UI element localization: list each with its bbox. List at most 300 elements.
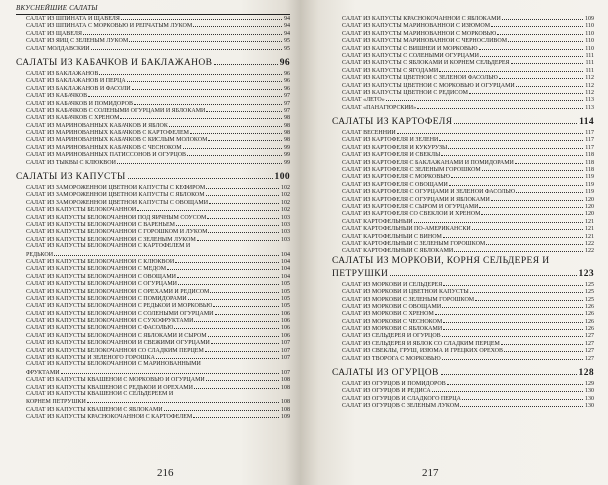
entry-title: САЛАТ ИЗ КАПУСТЫ КВАШЕНОЙ С РЕДЬКОЙ И ОРЕХАМИ [26, 384, 193, 391]
entry-page-number: 120 [585, 196, 594, 203]
entry-page-number: 107 [281, 347, 290, 354]
toc-entry [16, 288, 290, 295]
entry-page-number: 110 [585, 38, 594, 45]
toc-entry [332, 151, 594, 158]
entry-title: САЛАТ ИЗ КАПУСТЫ БЕЛОКОЧАННОЙ С ЯБЛОКАМИ И СЫРОМ [26, 332, 207, 339]
toc-entry [332, 332, 594, 339]
toc-entry [16, 114, 290, 121]
toc-entry [16, 214, 290, 221]
dot-leader [207, 214, 279, 219]
toc-entry [332, 296, 594, 303]
dot-leader [499, 74, 583, 79]
dot-leader [442, 303, 583, 308]
dot-leader [87, 398, 279, 403]
dot-leader [501, 340, 583, 345]
toc-entry [16, 228, 290, 235]
dot-leader [210, 288, 279, 293]
entry-title: САЛАТ «ЛЕТО» [342, 97, 385, 104]
dot-leader [205, 347, 279, 352]
entry-page-number: 98 [284, 115, 290, 122]
entry-page-number: 117 [585, 144, 594, 151]
entry-title: САЛАТ ИЗ КАПУСТЫ БЕЛОКОЧАННОЙ С ОРЕХАМИ И РЕДИСОМ [26, 288, 210, 295]
entry-title: САЛАТ ИЗ КАПУСТЫ БЕЛОКОЧАННОЙ С СОЛЕНЫМИ ОГУРЦАМИ [26, 310, 214, 317]
running-head: ВКУСНЕЙШИЕ САЛАТЫ [16, 4, 290, 15]
entry-page-number: 108 [281, 406, 290, 413]
entry-page-number: 127 [585, 348, 594, 355]
dot-leader [454, 247, 583, 252]
entry-title: САЛАТ ИЗ КАПУСТЫ БЕЛОКОЧАННОЙ [26, 207, 137, 214]
entry-title: САЛАТ ИЗ КАБАЧКОВ С СОЛЕНЫМИ ОГУРЦАМИ И ЯБЛОКАМИ [26, 107, 206, 114]
toc-entry [16, 384, 290, 391]
entry-title: САЛАТ ИЗ КАБАЧКОВ И ПОМИДОРОВ [26, 100, 133, 107]
toc-entry [332, 355, 594, 362]
entry-title: САЛАТ ИЗ КАРТОФЕЛЯ С ЗЕЛЕНЫМ ГОРОШКОМ [342, 167, 481, 174]
entry-title: САЛАТ ИЗ КАПУСТЫ С ВИШНЕЙ И МОРКОВЬЮ [342, 45, 478, 52]
toc-entry [332, 144, 594, 151]
entry-title: САЛАТ ИЗ СВЕКЛЫ, ГРУШ, ИЗЮМА И ГРЕЦКИХ ОРЕХОВ [342, 348, 504, 355]
dot-leader [442, 355, 583, 360]
toc-entry [332, 325, 594, 332]
entry-title: САЛАТ ИЗ СЕЛЬДЕРЕЯ И ЯБЛОК СО СЛАДКИМ ПЕРЦЕМ [342, 340, 500, 347]
entry-title: САЛАТ ИЗ КАПУСТЫ БЕЛОКОЧАННОЙ С ФАСОЛЬЮ [26, 325, 174, 332]
dot-leader [435, 310, 583, 315]
dot-leader [491, 22, 583, 27]
toc-entry [16, 22, 290, 29]
toc-entry [16, 37, 290, 44]
entry-title: САЛАТ ИЗ КАПУСТЫ С ЯБЛОКАМИ И КОРНЕМ СЕЛЬДЕРЕЯ [342, 60, 510, 67]
toc-entry [332, 210, 594, 217]
toc-entry [332, 104, 594, 111]
dot-leader [443, 233, 583, 238]
entry-title: САЛАТ ИЗ МОРКОВИ С ЯБЛОКАМИ [342, 326, 443, 333]
toc-entry [332, 318, 594, 325]
entry-title: САЛАТ ИЗ МАРИНОВАННЫХ ПАТИССОНОВ И ОГУРЦОВ [26, 152, 187, 159]
dot-leader [134, 100, 282, 105]
entry-page-number: 96 [279, 57, 290, 68]
entry-page-number: 103 [281, 236, 290, 243]
entry-page-number: 126 [585, 311, 594, 318]
toc-entry [16, 413, 290, 420]
entry-title: ПЕТРУШКИ [332, 268, 389, 279]
toc-entry [332, 15, 594, 22]
toc-entry [16, 151, 290, 158]
toc-entry [332, 166, 594, 173]
dot-leader [516, 82, 583, 87]
entry-page-number: 106 [281, 325, 290, 332]
left-page [0, 0, 300, 485]
dot-leader [91, 45, 282, 50]
entry-page-number: 96 [284, 85, 290, 92]
toc-entry [16, 77, 290, 84]
entry-title: САЛАТ ИЗ КАРТОФЕЛЯ С ОГУРЦАМИ И ЗЕЛЕНОЙ ФАСОЛЬЮ [342, 189, 516, 196]
toc-entry [16, 398, 290, 405]
entry-page-number: 110 [585, 45, 594, 52]
entry-page-number: 109 [585, 16, 594, 22]
entry-title: САЛАТ ИЗ КАПУСТЫ БЕЛОКОЧАННОЙ С ВАРЕНЬЕМ [26, 221, 176, 228]
toc-entry [16, 317, 290, 324]
entry-page-number: 104 [281, 251, 290, 258]
entry-page-number: 118 [585, 167, 594, 174]
entry-page-number: 97 [284, 100, 290, 107]
dot-leader [137, 206, 279, 211]
toc-entry [16, 129, 290, 136]
entry-page-number: 114 [579, 117, 594, 128]
dot-leader [451, 173, 583, 178]
entry-title: ФРУКТАМИ [26, 369, 60, 376]
dot-leader [479, 45, 584, 50]
toc-entry [16, 30, 290, 37]
dot-leader [129, 37, 282, 42]
entry-title: САЛАТ ИЗ ЯИЦ С ЗЕЛЕНЫМ ЛУКОМ [26, 38, 129, 45]
entry-page-number: 98 [284, 137, 290, 144]
entry-title: САЛАТ ИЗ ШПИНАТА С МОРКОВЬЮ И РЕПЧАТЫМ ЛУКОМ [26, 23, 193, 30]
entry-title: САЛАТ МОЛДАВСКИЙ [26, 45, 90, 52]
toc-entry [16, 85, 290, 92]
table-of-contents-left [16, 15, 290, 421]
dot-leader [54, 251, 279, 256]
entry-title: САЛАТ ИЗ КАПУСТЫ БЕЛОКОЧАННОЙ С ОГУРЦАМИ [26, 281, 177, 288]
toc-entry [16, 122, 290, 129]
entry-title: САЛАТ ИЗ БАКЛАЖАНОВ [26, 70, 99, 77]
section-heading [332, 255, 594, 267]
entry-page-number: 98 [284, 130, 290, 137]
toc-entry [16, 191, 290, 198]
toc-entry [332, 30, 594, 37]
entry-page-number: 98 [284, 122, 290, 129]
dot-leader [208, 332, 279, 337]
entry-title: САЛАТ ИЗ КАПУСТЫ БЕЛОКОЧАННОЙ С РЕДЬКОЙ И МОРКОВЬЮ [26, 303, 213, 310]
dot-leader [194, 317, 279, 322]
toc-entry [16, 376, 290, 383]
dot-leader [443, 281, 583, 286]
entry-title: САЛАТ ИЗ КАПУСТЫ БЕЛОКОЧАННОЙ С КЛЮКВОЙ [26, 258, 175, 265]
entry-page-number: 121 [585, 233, 594, 240]
dot-leader [511, 59, 584, 64]
entry-page-number: 106 [281, 318, 290, 325]
entry-page-number: 123 [578, 268, 594, 279]
toc-entry [332, 96, 594, 103]
entry-page-number: 105 [281, 295, 290, 302]
entry-page-number: 99 [284, 144, 290, 151]
entry-title: САЛАТ ИЗ КАПУСТЫ МАРИНОВАННОЙ С ИЗЮМОМ [342, 23, 491, 30]
entry-title: САЛАТ ИЗ КАРТОФЕЛЯ С ОВОЩАМИ [342, 181, 448, 188]
entry-page-number: 103 [281, 221, 290, 228]
dot-leader [443, 325, 583, 330]
entry-title: САЛАТ ИЗ КАПУСТЫ БЕЛОКОЧАННОЙ С ОВОЩАМИ [26, 273, 176, 280]
entry-title: САЛАТЫ ИЗ КАБАЧКОВ И БАКЛАЖАНОВ [16, 57, 213, 68]
toc-entry [332, 303, 594, 310]
entry-title: САЛАТ ИЗ ОГУРЦОВ И РЕДИСА [342, 388, 431, 395]
dot-leader [177, 273, 279, 278]
entry-title: САЛАТ ИЗ ТВОРОГА С МОРКОВЬЮ [342, 355, 441, 362]
entry-title: САЛАТ «ПАНАГЮРСКИЙ» [342, 104, 417, 111]
toc-entry [16, 236, 290, 243]
toc-entry [16, 15, 290, 22]
toc-entry [16, 92, 290, 99]
dot-leader [462, 395, 583, 400]
toc-entry [332, 402, 594, 409]
entry-title: САЛАТ ИЗ КАПУСТЫ БЕЛОКОЧАННОЙ СО СЛАДКИМ ПЕРЦЕМ [26, 347, 204, 354]
toc-entry [332, 240, 594, 247]
toc-entry [16, 258, 290, 265]
entry-title: САЛАТ ИЗ КАПУСТЫ ЦВЕТНОЙ С ЗЕЛЕНОЙ ФАСОЛЬЮ [342, 75, 498, 82]
entry-page-number: 109 [281, 414, 290, 421]
entry-title: САЛАТ ИЗ КАПУСТЫ БЕЛОКОЧАННОЙ С КАРТОФЕЛЕМ И [26, 243, 191, 250]
entry-title: САЛАТ ИЗ КАПУСТЫ БЕЛОКОЧАННОЙ С ГОРОШКОМ И ЛУКОМ [26, 229, 208, 236]
dot-leader [132, 85, 282, 90]
entry-page-number: 102 [281, 199, 290, 206]
entry-title: САЛАТ ИЗ КАПУСТЫ БЕЛОКОЧАННОЙ С МЕДОМ [26, 266, 167, 273]
dot-leader [475, 296, 583, 301]
toc-entry [16, 280, 290, 287]
dot-leader [454, 117, 577, 124]
dot-leader [502, 15, 583, 20]
entry-page-number: 100 [274, 172, 290, 183]
toc-entry [16, 100, 290, 107]
entry-page-number: 107 [281, 340, 290, 347]
toc-entry [332, 380, 594, 387]
entry-title: САЛАТ ИЗ КАРТОФЕЛЯ С МОРКОВЬЮ [342, 174, 450, 181]
entry-page-number: 118 [585, 152, 594, 159]
entry-page-number: 99 [284, 152, 290, 159]
entry-title: САЛАТ ИЗ КАПУСТЫ БЕЛОКОЧАННОЙ С МАРИНОВАННЫМИ [26, 361, 201, 368]
dot-leader [417, 104, 583, 109]
toc-entry [16, 144, 290, 151]
dot-leader [206, 191, 279, 196]
entry-title: САЛАТ ИЗ КАПУСТЫ КВАШЕНОЙ С ЯБЛОКАМИ [26, 406, 163, 413]
entry-title: САЛАТ ИЗ МОРКОВИ С ЗЕЛЕНЫМ ГОРОШКОМ [342, 296, 475, 303]
dot-leader [156, 354, 279, 359]
entry-page-number: 103 [281, 229, 290, 236]
toc-entry [16, 369, 290, 376]
entry-page-number: 94 [284, 23, 290, 30]
toc-entry [16, 302, 290, 309]
entry-title: САЛАТ ИЗ КАПУСТЫ ЦВЕТНОЙ С МОРКОВЬЮ И ОГУРЦАМИ [342, 82, 515, 89]
page-number: 216 [157, 467, 174, 479]
entry-page-number: 121 [585, 226, 594, 233]
section-heading [16, 171, 290, 183]
dot-leader [174, 324, 279, 329]
entry-title: САЛАТ ИЗ КАПУСТЫ БЕЛОКОЧАННОЙ С ЗЕЛЕНЫМ ЛУКОМ [26, 236, 196, 243]
entry-page-number: 108 [281, 377, 290, 384]
entry-page-number: 105 [281, 288, 290, 295]
toc-entry [332, 203, 594, 210]
dot-leader [479, 203, 583, 208]
toc-entry [16, 361, 290, 368]
entry-title: САЛАТ ВЕСЕННИЙ [342, 130, 396, 137]
dot-leader [121, 15, 282, 20]
entry-page-number: 122 [585, 248, 594, 255]
entry-page-number: 125 [585, 281, 594, 288]
dot-leader [61, 369, 279, 374]
toc-entry [16, 391, 290, 398]
entry-page-number: 120 [585, 211, 594, 218]
entry-page-number: 103 [281, 214, 290, 221]
toc-entry [332, 45, 594, 52]
dot-leader [193, 413, 279, 418]
dot-leader [497, 30, 583, 35]
entry-page-number: 97 [284, 93, 290, 100]
entry-title: САЛАТ ИЗ СЕЛЬДЕРЕЯ И ОГУРЦОВ [342, 333, 441, 340]
entry-page-number: 94 [284, 30, 290, 37]
dot-leader [197, 236, 279, 241]
entry-title: САЛАТ КАРТОФЕЛЬНЫЙ ПО-АМЕРИКАНСКИ [342, 226, 471, 233]
dot-leader [449, 181, 583, 186]
toc-entry [16, 324, 290, 331]
entry-page-number: 105 [281, 303, 290, 310]
dot-leader [214, 58, 277, 65]
entry-page-number: 94 [284, 16, 290, 22]
dot-leader [211, 339, 279, 344]
entry-title: КОРНЕМ ПЕТРУШКИ [26, 399, 86, 406]
toc-entry [16, 136, 290, 143]
dot-leader [482, 166, 583, 171]
entry-title: САЛАТ ИЗ КАРТОФЕЛЯ СО СВЕКЛОЙ И ХРЕНОМ [342, 211, 481, 218]
dot-leader [187, 151, 282, 156]
entry-title: САЛАТ ИЗ БАКЛАЖАНОВ И ФАСОЛИ [26, 85, 131, 92]
entry-page-number: 107 [281, 355, 290, 362]
entry-title: САЛАТ ИЗ КАПУСТЫ ЦВЕТНОЙ С РЕДИСОМ [342, 89, 468, 96]
dot-leader [508, 37, 583, 42]
entry-title: САЛАТЫ ИЗ КАПУСТЫ [16, 172, 126, 183]
entry-title: САЛАТ ИЗ МОРКОВИ И СЕЛЬДЕРЕЯ [342, 281, 443, 288]
entry-page-number: 104 [281, 266, 290, 273]
entry-page-number: 112 [585, 89, 594, 96]
entry-title: САЛАТ ИЗ КАРТОФЕЛЯ И КУКУРУЗЫ [342, 144, 448, 151]
toc-entry [16, 339, 290, 346]
toc-entry [332, 173, 594, 180]
toc-entry [332, 247, 594, 254]
entry-page-number: 102 [281, 192, 290, 199]
dot-leader [206, 184, 279, 189]
entry-title: САЛАТ ИЗ КАПУСТЫ КРАСНОКОЧАННОЙ С ЯБЛОКАМИ [342, 16, 501, 22]
dot-leader [439, 136, 583, 141]
entry-page-number: 105 [281, 281, 290, 288]
entry-title: САЛАТ ИЗ КАПУСТЫ МАРИНОВАННОЙ С МОРКОВЬЮ [342, 30, 497, 37]
dot-leader [193, 22, 282, 27]
toc-entry [16, 107, 290, 114]
entry-title: САЛАТ ИЗ КАРТОФЕЛЯ С БАКЛАЖАНАМИ И ПОМИДОРАМИ [342, 159, 514, 166]
toc-entry [16, 199, 290, 206]
dot-leader [215, 310, 280, 315]
entry-page-number: 125 [585, 296, 594, 303]
toc-entry [332, 288, 594, 295]
dot-leader [470, 288, 583, 293]
entry-page-number: 119 [585, 189, 594, 196]
dot-leader [209, 199, 279, 204]
toc-entry [16, 273, 290, 280]
entry-page-number: 107 [281, 369, 290, 376]
dot-leader [164, 406, 279, 411]
dot-leader [441, 368, 577, 375]
toc-entry [16, 354, 290, 361]
entry-title: САЛАТ ИЗ КАПУСТЫ МАРИНОВАННОЙ С ЧЕРНОСЛИВОМ [342, 38, 508, 45]
toc-entry [16, 332, 290, 339]
dot-leader [167, 265, 279, 270]
toc-entry [16, 159, 290, 166]
toc-entry [332, 67, 594, 74]
dot-leader [486, 240, 583, 245]
entry-page-number: 126 [585, 303, 594, 310]
entry-title: САЛАТ ИЗ КАПУСТЫ БЕЛОКОЧАННОЙ С ПОМИДОРАМИ [26, 295, 187, 302]
dot-leader [208, 228, 279, 233]
entry-title: САЛАТ ИЗ КАРТОФЕЛЯ С СЫРОМ И ОГУРЦАМИ [342, 203, 479, 210]
entry-title: САЛАТ ИЗ МАРИНОВАННЫХ КАБАЧКОВ С ЧЕСНОКОМ [26, 144, 182, 151]
dot-leader [206, 376, 279, 381]
toc-entry [16, 184, 290, 191]
entry-title: САЛАТ ИЗ КАБАЧКОВ С ХРЕНОМ [26, 115, 120, 122]
entry-page-number: 127 [585, 333, 594, 340]
toc-entry [332, 188, 594, 195]
dot-leader [178, 280, 279, 285]
entry-title: САЛАТ ИЗ ЩАВЕЛЯ [26, 30, 82, 37]
toc-entry [16, 206, 290, 213]
entry-page-number: 130 [585, 388, 594, 395]
entry-page-number: 111 [585, 52, 594, 59]
dot-leader [441, 151, 583, 156]
table-of-contents-right [332, 15, 594, 410]
entry-page-number: 102 [281, 185, 290, 192]
toc-entry [16, 221, 290, 228]
toc-entry [332, 218, 594, 225]
section-heading [16, 57, 290, 69]
toc-entry [332, 347, 594, 354]
entry-title: САЛАТ ИЗ КАПУСТЫ КРАСНОКОЧАННОЙ С КАРТОФЕЛЕМ [26, 414, 193, 421]
dot-leader [491, 196, 583, 201]
entry-title: САЛАТ ИЗ КАПУСТЫ БЕЛОКОЧАННОЙ С СУХОФРУКТАМИ [26, 318, 194, 325]
toc-entry [332, 22, 594, 29]
section-heading [332, 268, 594, 280]
dot-leader [442, 332, 583, 337]
entry-page-number: 112 [585, 82, 594, 89]
entry-page-number: 95 [284, 38, 290, 45]
entry-title: САЛАТ ИЗ МАРИНОВАННЫХ КАБАЧКОВ С КАРТОФЕЛЕМ [26, 130, 189, 137]
dot-leader [117, 159, 282, 164]
entry-title: САЛАТ ИЗ МОРКОВИ С ЧЕСНОКОМ [342, 318, 443, 325]
toc-entry [16, 70, 290, 77]
entry-title: САЛАТЫ ИЗ МОРКОВИ, КОРНЯ СЕЛЬДЕРЕЯ И [332, 255, 550, 266]
entry-title: САЛАТ ИЗ БАКЛАЖАНОВ И ПЕРЦА [26, 78, 126, 85]
entry-page-number: 128 [578, 368, 594, 379]
toc-entry [332, 74, 594, 81]
entry-title: САЛАТ ИЗ КАПУСТЫ С СОЛЕНЫМИ ОГУРЦАМИ [342, 52, 479, 59]
dot-leader [386, 96, 583, 101]
dot-leader [443, 318, 583, 323]
entry-page-number: 106 [281, 332, 290, 339]
entry-title: САЛАТ ИЗ КАРТОФЕЛЯ С ОГУРЦАМИ И ЯБЛОКАМИ [342, 196, 490, 203]
dot-leader [88, 92, 282, 97]
entry-title: САЛАТ ИЗ КАПУСТЫ КВАШЕНОЙ С МОРКОВЬЮ И ОГУРЦАМИ [26, 377, 205, 384]
entry-title: САЛАТ ИЗ ОГУРЦОВ И ПОМИДОРОВ [342, 381, 446, 388]
entry-page-number: 104 [281, 273, 290, 280]
entry-page-number: 129 [585, 381, 594, 388]
entry-page-number: 99 [284, 159, 290, 166]
toc-entry [332, 89, 594, 96]
entry-title: САЛАТЫ ИЗ КАРТОФЕЛЯ [332, 117, 453, 128]
entry-title: САЛАТ ИЗ КАПУСТЫ БЕЛОКОЧАННОЙ И СВЕЖИМИ ОГУРЦАМИ [26, 340, 210, 347]
entry-title: САЛАТ ИЗ МОРКОВИ С ХРЕНОМ [342, 311, 434, 318]
toc-entry [16, 310, 290, 317]
entry-title: САЛАТ КАРТОФЕЛЬНЫЙ [342, 218, 413, 225]
entry-title: САЛАТ ИЗ ШПИНАТА И ЩАВЕЛЯ [26, 16, 120, 22]
entry-title: САЛАТ ИЗ ЗАМОРОЖЕННОЙ ЦВЕТНОЙ КАПУСТЫ С ОВОЩАМИ [26, 199, 209, 206]
entry-title: САЛАТ ИЗ КАБАЧКОВ [26, 93, 88, 100]
dot-leader [397, 129, 583, 134]
entry-title: САЛАТ ИЗ КАПУСТЫ И ЗЕЛЕНОГО ГОРОШКА [26, 355, 155, 362]
section-heading [332, 367, 594, 379]
dot-leader [504, 347, 583, 352]
right-page [300, 0, 608, 485]
